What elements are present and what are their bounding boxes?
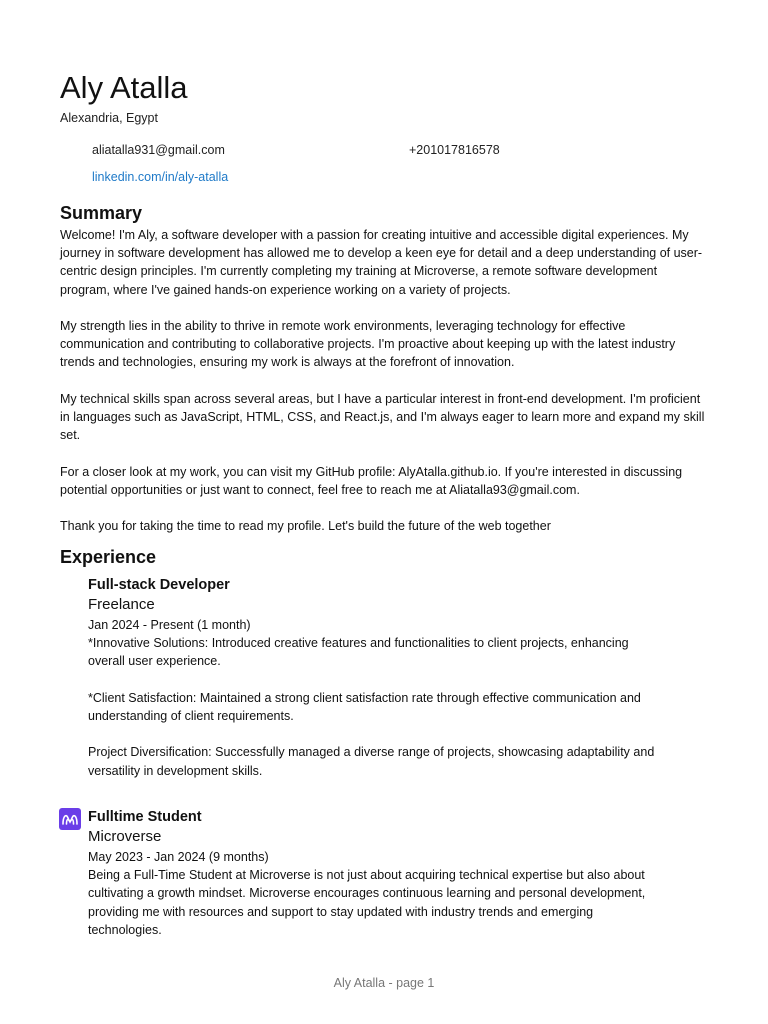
job-title: Fulltime Student [88,809,202,825]
summary-heading: Summary [60,203,143,223]
page-footer: Aly Atalla - page 1 [333,976,435,990]
experience-heading: Experience [60,547,157,567]
microverse-logo-mark [61,812,79,826]
person-name: Aly Atalla [60,70,188,105]
job-paragraph: *Client Satisfaction: Maintained a strong client satisfaction rate through effective communication and understanding of client requirements. [88,690,641,723]
job-entry [88,576,688,798]
job-company: Microverse [88,828,162,845]
summary-paragraph: My technical skills span across several areas, but I have a particular interest in front-end development. I'm proficient in languages such as JavaScript, HTML, CSS, and React.js, and I'm always eager to learn more and expand my skill set. [60,391,705,443]
job-description [88,866,668,939]
phone-text: +201017816578 [409,143,500,157]
job-dates: May 2023 - Jan 2024 (9 months) [88,850,269,864]
summary-paragraph: For a closer look at my work, you can visit my GitHub profile: AlyAtalla.github.io. If you're interested in discussing potential opportunities or just want to connect, feel free to reach me at Aliatalla93@gmail.com. [60,464,683,497]
summary-paragraph: Welcome! I'm Aly, a software developer with a passion for creating intuitive and accessible digital experiences. My journey in software development has allowed me to develop a keen eye for detail and a deep understanding of user-centric design principles. I'm currently completing my training at Microverse, a remote software development program, where I've gained hands-on experience working on a variety of projects. [60,228,703,297]
email-text: aliatalla931@gmail.com [92,143,225,157]
job-paragraph: Being a Full-Time Student at Microverse is not just about acquiring technical expertise but also about cultivating a growth mindset. Microverse encourages continuous learning and personal development, providing me with resources and support to stay updated with industry trends and emerging technologies. [88,868,646,937]
job-company: Freelance [88,596,155,613]
job-description [88,634,668,780]
job-paragraph: Project Diversification: Successfully managed a diverse range of projects, showcasing adaptability and versatility in development skills. [88,745,655,778]
microverse-logo-icon [59,808,81,830]
summary-body [60,226,710,554]
job-title: Full-stack Developer [88,577,230,593]
job-dates: Jan 2024 - Present (1 month) [88,618,251,632]
linkedin-link[interactable]: linkedin.com/in/aly-atalla [92,170,229,184]
job-paragraph: *Innovative Solutions: Introduced creative features and functionalities to client projects, enhancing overall user experience. [88,636,629,669]
job-entry [88,808,688,957]
summary-paragraph: My strength lies in the ability to thrive in remote work environments, leveraging technology for effective communication and contributing to collaborative projects. I'm proactive about keeping up with the latest industry trends and technologies, ensuring my work is always at the forefront of innovation. [60,319,676,370]
location: Alexandria, Egypt [60,111,158,125]
summary-paragraph: Thank you for taking the time to read my profile. Let's build the future of the web together [60,519,551,534]
